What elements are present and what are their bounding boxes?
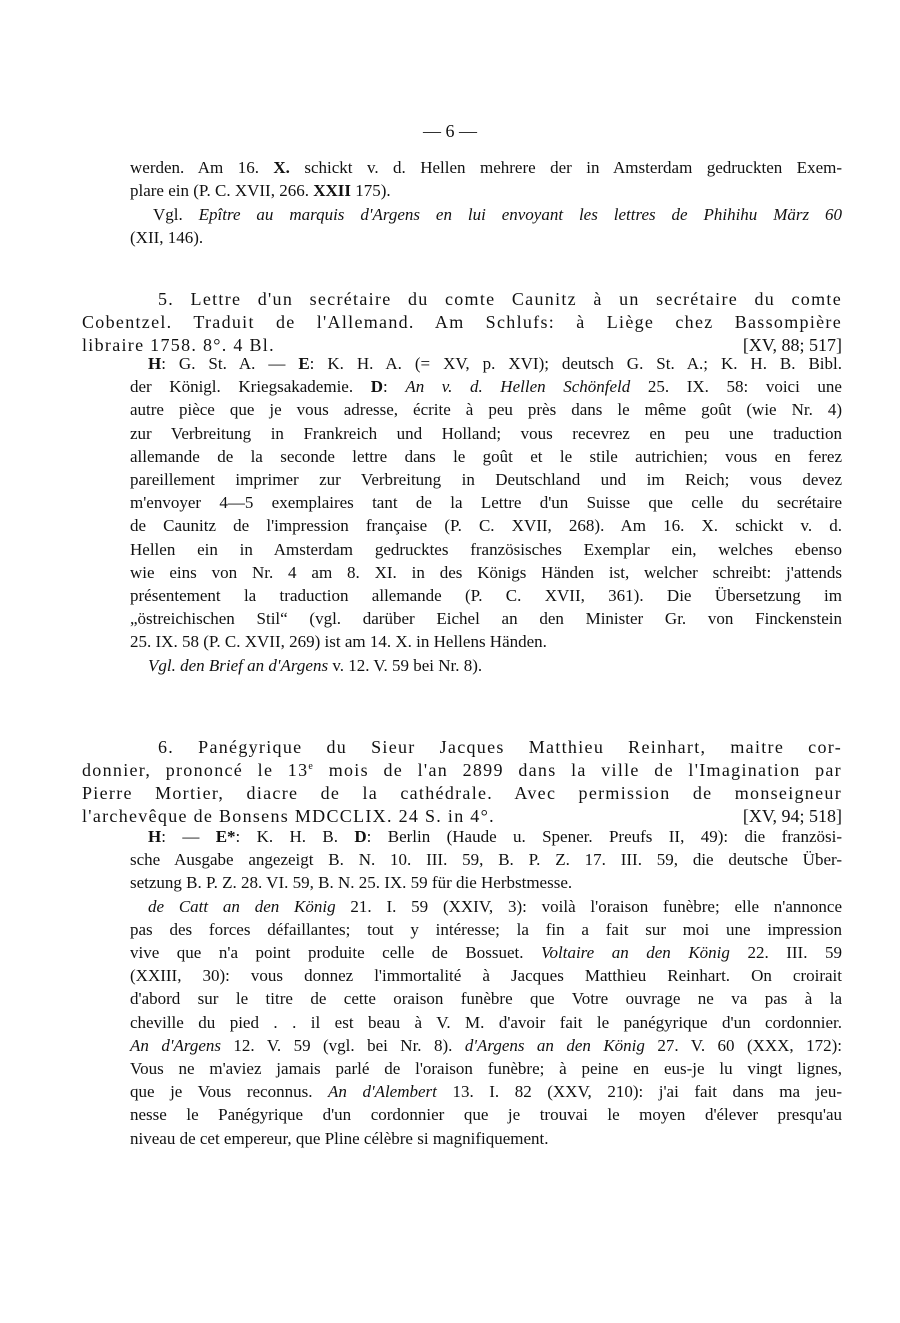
text-run: pareillement imprimer zur Verbreitung in Deutschland und im Reich; vous devez bbox=[130, 470, 842, 489]
entry-6-body-line bbox=[130, 920, 842, 940]
italic-run: de Catt an den König bbox=[148, 896, 336, 916]
text-run: m'envoyer 4—5 exemplaires tant de la Lettre d'un Suisse que celle du secrétaire bbox=[130, 493, 842, 513]
text-run: sche Ausgabe angezeigt B. N. 10. III. 59, B. P. Z. 17. III. 59, die deutsche Über- bbox=[130, 850, 842, 870]
text-run: : K. H. A. (= XV, p. XVI); deutsch G. St. A.; K. H. B. Bibl. bbox=[309, 354, 842, 373]
text-run: présentement la traduction allemande (P. C. XVII, 361). Die Übersetzung im bbox=[130, 586, 842, 605]
text-run: Hellen ein in Amsterdam gedrucktes französisches Exemplar ein, welches ebenso bbox=[130, 539, 842, 559]
text-run: de Caunitz de l'impression française (P. C. XVII, 268). Am 16. X. schickt v. d. bbox=[130, 516, 842, 536]
entry-6-title-line: donnier, prononcé le 13e mois de l'an 2899 dans la ville de l'Imagination par bbox=[82, 760, 842, 780]
text-run: 175). bbox=[351, 181, 391, 200]
italic-run: Epître au marquis d'Argens en lui envoyant les lettres de Phihihu März 60 bbox=[198, 205, 842, 224]
italic-run: d'Argens an den König bbox=[464, 1035, 645, 1055]
superscript: e bbox=[308, 761, 315, 772]
continuation-line bbox=[130, 228, 203, 248]
entry-6-body-line bbox=[130, 966, 842, 986]
text-run: 25. IX. 58 (P. C. XVII, 269) ist am 14. X. in Hellens Händen. bbox=[130, 632, 547, 652]
italic-run: An v. d. Hellen Schönfeld bbox=[405, 377, 631, 397]
page-number: — 6 — bbox=[423, 121, 477, 141]
bold-run: E* bbox=[215, 827, 236, 846]
italic-run: Voltaire an den König bbox=[541, 943, 730, 962]
entry-6-title-line: Pierre Mortier, diacre de la cathédrale. Avec permission de monseigneur bbox=[82, 783, 842, 803]
text-run: : bbox=[382, 377, 406, 397]
text-run: zur Verbreitung in Frankreich und Holland; vous recevrez en peu une traduction bbox=[130, 423, 842, 443]
entry-5-body-line bbox=[130, 540, 842, 560]
entry-6-title-line: l'archevêque de Bonsens MDCCLIX. 24 S. in 4°. bbox=[82, 806, 495, 826]
bold-run: H bbox=[148, 827, 162, 846]
text-run: 27. V. 60 (XXX, 172): bbox=[644, 1035, 843, 1055]
entry-5-body-line bbox=[130, 424, 842, 444]
entry-5-body-line bbox=[130, 563, 842, 583]
text-run: nesse le Panégyrique d'un cordonnier que je trouvai le moyen d'élever presqu'au bbox=[130, 1105, 842, 1125]
entry-6-body-line bbox=[148, 827, 842, 847]
bold-run: H bbox=[148, 354, 162, 373]
text-run: allemande de la seconde lettre dans le goût et le stile autrichien; vous en ferez bbox=[130, 446, 842, 466]
entry-6-body-line bbox=[148, 897, 842, 917]
entry-5-body-line bbox=[148, 354, 842, 374]
entry-5-title-line: libraire 1758. 8°. 4 Bl. bbox=[82, 335, 275, 355]
text-run: niveau de cet empereur, que Pline célèbre si magnifiquement. bbox=[130, 1128, 549, 1148]
entry-6-body-line bbox=[130, 1036, 842, 1056]
continuation-line bbox=[130, 181, 391, 201]
text-run: 21. I. 59 (XXIV, 3): voilà l'oraison funèbre; elle n'annonce bbox=[335, 896, 842, 916]
text-run: setzung B. P. Z. 28. VI. 59, B. N. 25. IX. 59 für die Herbstmesse. bbox=[130, 873, 573, 893]
entry-6-body-line bbox=[130, 1059, 842, 1079]
entry-6-reference: [XV, 94; 518] bbox=[742, 806, 842, 826]
bold-run: X. bbox=[273, 158, 290, 177]
text-run: Vous ne m'aviez jamais parlé de l'oraison funèbre; à peine en eus-je lu vingt lignes, bbox=[130, 1059, 842, 1078]
entry-6-body-line bbox=[130, 989, 842, 1009]
text-run: 22. III. 59 bbox=[729, 943, 842, 962]
text-run: que je Vous reconnus. bbox=[130, 1082, 329, 1102]
text-run: wie eins von Nr. 4 am 8. XI. in des Königs Händen ist, welcher schreibt: j'attends bbox=[130, 562, 842, 582]
entry-6-title-line: 6. Panégyrique du Sieur Jacques Matthieu Reinhart, maitre cor- bbox=[158, 737, 842, 757]
text-run: v. 12. V. 59 bei Nr. 8). bbox=[328, 655, 483, 675]
text-run: : Berlin (Haude u. Spener. Preufs II, 49): die französi- bbox=[366, 827, 842, 846]
bold-run: XXII bbox=[313, 181, 351, 200]
continuation-line bbox=[130, 158, 842, 178]
bold-run: E bbox=[298, 354, 310, 373]
entry-5-body-line bbox=[148, 656, 482, 676]
italic-run: An d'Argens bbox=[130, 1035, 221, 1055]
entry-5-body-line bbox=[130, 470, 842, 490]
text-run: : G. St. A. — bbox=[161, 354, 299, 373]
entry-6-body-line bbox=[130, 943, 842, 963]
bold-run: D bbox=[370, 377, 383, 397]
entry-5-body-line bbox=[130, 632, 547, 652]
text-run: (XXIII, 30): vous donnez l'immortalité à Jacques Matthieu Reinhart. On croirait bbox=[130, 966, 842, 986]
entry-6-body-line bbox=[130, 1013, 842, 1033]
entry-5-reference: [XV, 88; 517] bbox=[742, 335, 842, 355]
entry-5-body-line bbox=[130, 493, 842, 513]
text-run: autre pièce que je vous adresse, écrite à peu près dans le même goût (wie Nr. 4) bbox=[130, 400, 842, 420]
entry-6-body-line bbox=[130, 1105, 842, 1125]
continuation-line bbox=[153, 205, 842, 225]
text-run: plare ein (P. C. XVII, 266. bbox=[130, 181, 314, 200]
entry-5-body-line bbox=[130, 516, 842, 536]
entry-5-body-line bbox=[130, 586, 842, 606]
entry-5-title-line: Cobentzel. Traduit de l'Allemand. Am Schlufs: à Liège chez Bassompière bbox=[82, 312, 842, 332]
text-run: vive que n'a point produite celle de Bossuet. bbox=[130, 943, 541, 962]
text-run: 13. I. 82 (XXV, 210): j'ai fait dans ma jeu- bbox=[436, 1082, 843, 1102]
entry-6-body-line bbox=[130, 1082, 842, 1102]
entry-5-body-line bbox=[130, 400, 842, 420]
entry-6-body-line bbox=[130, 1129, 548, 1149]
text-run: schickt v. d. Hellen mehrere der in Amsterdam gedruckten Exem- bbox=[289, 158, 842, 177]
text-run: d'abord sur le titre de cette oraison funèbre que Votre ouvrage ne va pas à la bbox=[130, 989, 842, 1009]
bold-run: D bbox=[354, 827, 367, 846]
text-run: 12. V. 59 (vgl. bei Nr. 8). bbox=[221, 1035, 465, 1055]
text-run: cheville du pied . . il est beau à V. M. d'avoir fait le panégyrique d'un cordonnier. bbox=[130, 1012, 842, 1032]
text-run: der Königl. Kriegsakademie. bbox=[130, 377, 371, 397]
text-run: Vgl. bbox=[153, 205, 199, 224]
text-run: : — bbox=[161, 827, 216, 846]
text-run: werden. Am 16. bbox=[130, 158, 274, 177]
entry-5-body-line bbox=[130, 609, 842, 629]
entry-5-body-line bbox=[130, 447, 842, 467]
italic-run: Vgl. den Brief an d'Argens bbox=[148, 655, 329, 675]
italic-run: An d'Alembert bbox=[328, 1082, 437, 1102]
text-run: : K. H. B. bbox=[235, 827, 355, 846]
entry-6-body-line bbox=[130, 850, 842, 870]
text-run: 25. IX. 58: voici une bbox=[630, 377, 842, 397]
text-run: „östreichischen Stil“ (vgl. darüber Eichel an den Minister Gr. von Finckenstein bbox=[130, 609, 842, 629]
entry-5-title-line: 5. Lettre d'un secrétaire du comte Caunitz à un secrétaire du comte bbox=[158, 289, 842, 309]
text-run: (XII, 146). bbox=[130, 228, 204, 247]
entry-5-body-line bbox=[130, 377, 842, 397]
entry-6-body-line bbox=[130, 873, 572, 893]
text-run: pas des forces défaillantes; tout y intéresse; la fin a fait sur moi une impression bbox=[130, 919, 842, 939]
